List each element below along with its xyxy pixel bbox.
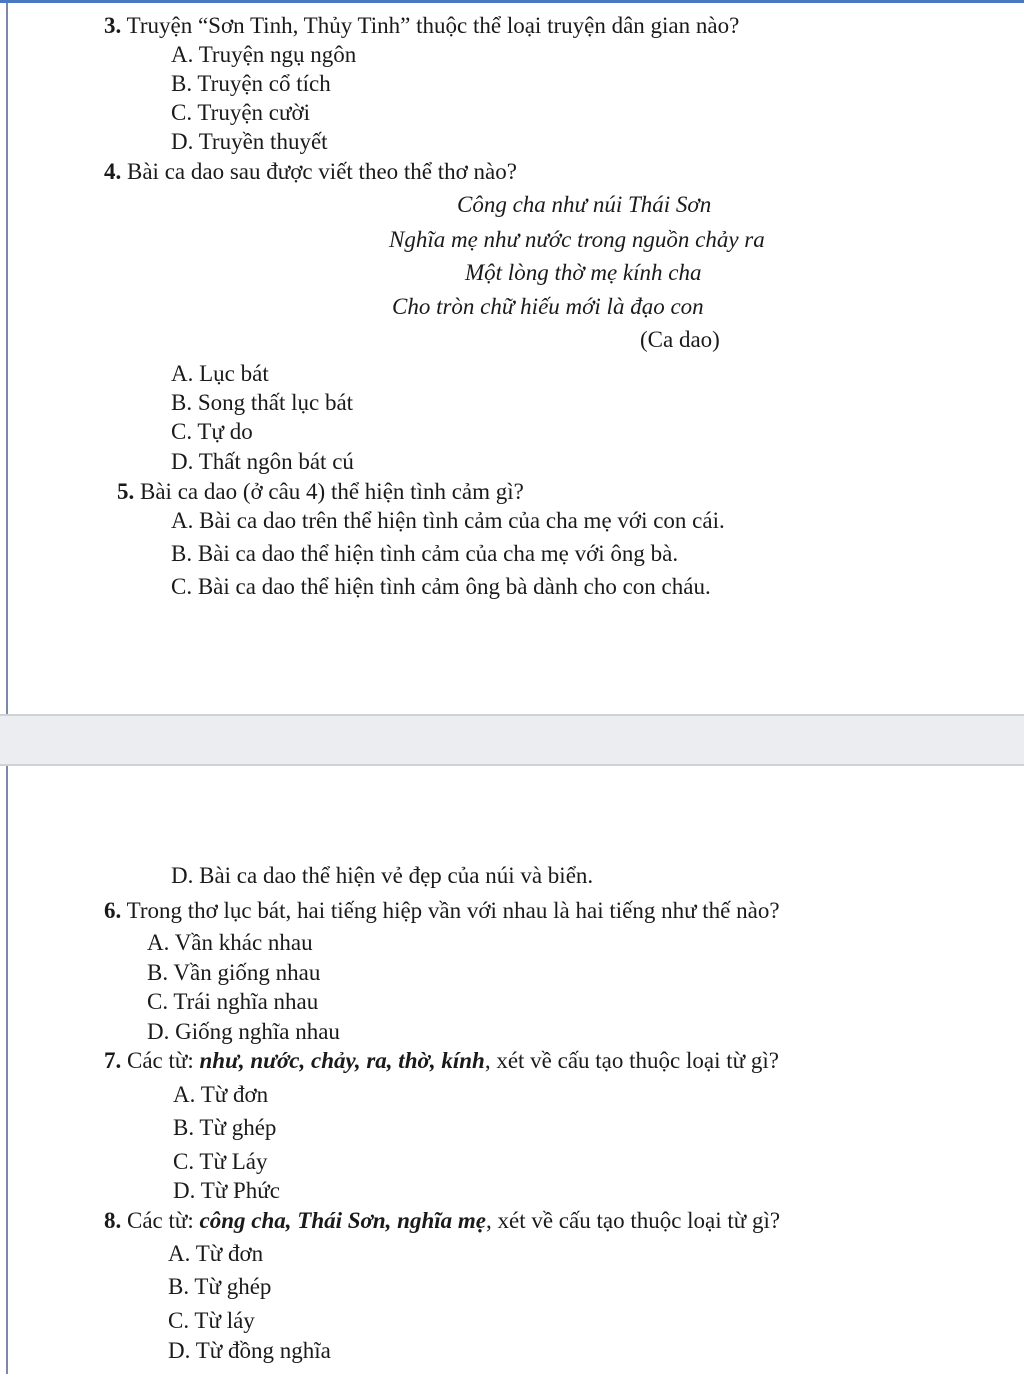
poem-line-1: Công cha như núi Thái Sơn [457,192,712,217]
question-number: 6. [104,898,122,923]
question-text: Trong thơ lục bát, hai tiếng hiệp vần với nhau là hai tiếng như thế nào? [121,898,780,923]
poem-line-4: Cho tròn chữ hiếu mới là đạo con [392,294,704,319]
poem-line-2: Nghĩa mẹ như nước trong nguồn chảy ra [389,227,765,252]
q6-option-b: B. Vần giống nhau [147,960,321,985]
q7-option-c: C. Từ Láy [173,1149,268,1174]
q8-option-b: B. Từ ghép [168,1274,272,1299]
question-suffix: , xét về cấu tạo thuộc loại từ gì? [484,1048,779,1073]
q4-option-d: D. Thất ngôn bát cú [171,449,354,474]
q5-option-b: B. Bài ca dao thể hiện tình cảm của cha mẹ với ông bà. [171,541,679,566]
q5-option-a: A. Bài ca dao trên thể hiện tình cảm của cha mẹ với con cái. [171,508,725,533]
question-number: 8. [104,1208,122,1233]
q8-option-a: A. Từ đơn [168,1241,264,1266]
page-break-gap [0,714,1024,766]
poem-source: (Ca dao) [640,327,720,352]
question-prefix: Các từ: [121,1208,200,1233]
q3-option-d: D. Truyền thuyết [171,129,328,154]
question-text: Truyện “Sơn Tinh, Thủy Tinh” thuộc thể loại truyện dân gian nào? [121,13,740,38]
question-number: 3. [104,13,122,38]
question-3 [104,11,739,41]
q6-option-d: D. Giống nghĩa nhau [147,1019,340,1044]
question-number: 7. [104,1048,122,1073]
q4-option-c: C. Tự do [171,419,253,444]
question-number: 4. [104,159,122,184]
q5-option-c: C. Bài ca dao thể hiện tình cảm ông bà dành cho con cháu. [171,574,711,599]
q7-option-a: A. Từ đơn [173,1082,269,1107]
q3-option-a: A. Truyện ngụ ngôn [171,42,357,67]
q4-option-b: B. Song thất lục bát [171,390,354,415]
question-suffix: , xét về cấu tạo thuộc loại từ gì? [486,1208,781,1233]
poem-line-3: Một lòng thờ mẹ kính cha [465,260,702,285]
question-5 [117,477,524,507]
page-edge-line [6,766,8,1374]
question-number: 5. [117,479,135,504]
question-words: công cha, Thái Sơn, nghĩa mẹ [199,1208,486,1233]
question-words: như, nước, chảy, ra, thờ, kính [199,1048,485,1073]
question-text: Bài ca dao (ở câu 4) thể hiện tình cảm gì? [134,479,524,504]
q3-option-c: C. Truyện cười [171,100,311,125]
q7-option-b: B. Từ ghép [173,1115,277,1140]
q8-option-d: D. Từ đồng nghĩa [168,1338,331,1363]
q5-option-d: D. Bài ca dao thể hiện vẻ đẹp của núi và biển. [171,863,594,888]
question-text: Bài ca dao sau được viết theo thể thơ nào? [121,159,517,184]
q4-option-a: A. Lục bát [171,361,269,386]
page-edge-line [6,3,8,717]
q3-option-b: B. Truyện cổ tích [171,71,331,96]
question-4 [104,157,517,187]
q8-option-c: C. Từ láy [168,1308,255,1333]
q6-option-a: A. Vần khác nhau [147,930,313,955]
question-8 [104,1206,780,1236]
question-7 [104,1046,779,1076]
question-6 [104,896,780,926]
q7-option-d: D. Từ Phức [173,1178,280,1203]
question-prefix: Các từ: [121,1048,200,1073]
q6-option-c: C. Trái nghĩa nhau [147,989,319,1014]
document-page-2 [0,766,1024,1374]
